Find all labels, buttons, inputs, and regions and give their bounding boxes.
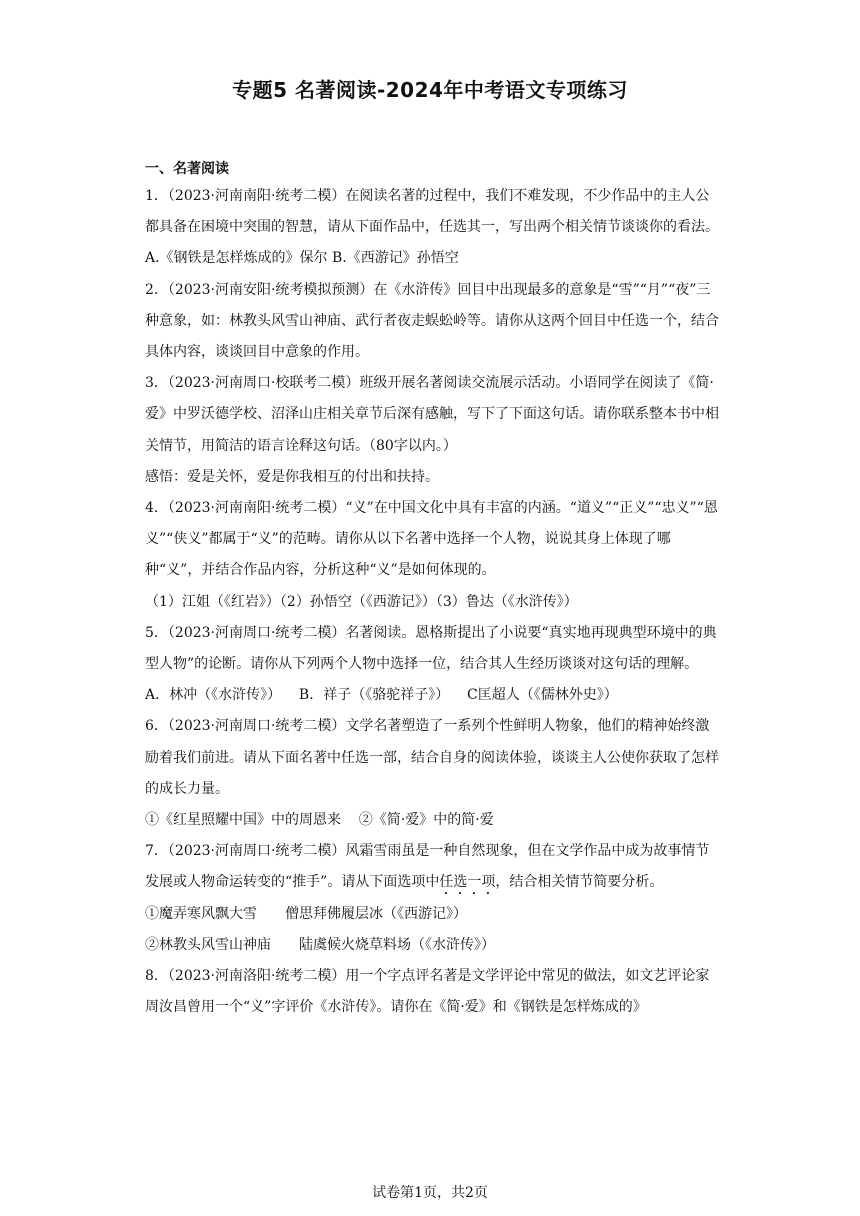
question-prompt: 感悟：爱是关怀，爱是你我相互的付出和扶持。 — [145, 468, 439, 485]
question-stem — [145, 836, 720, 898]
q7-stem-emphasis: 任选一项 — [439, 874, 496, 891]
page-footer: 试卷第1页，共2页 — [372, 1185, 488, 1201]
question-stem: 4．（2023·河南南阳·统考二模）“义”在中国文化中具有丰富的内涵。“道义”“正义”“忠义”“恩义”“侠义”都属于“义”的范畴。请你从以下名著中选择一个人物，说说其身上体现了哪种“义”，并结合作品内容，分析这种“义”是如何体现的。 — [145, 500, 718, 579]
question-stem: 3．（2023·河南周口·校联考二模）班级开展名著阅读交流展示活动。小语同学在阅读了《简·爱》中罗沃德学校、沼泽山庄相关章节后深有感触，写下了下面这句话。请你联系整本书中相关情节，用简洁的语言诠释这句话。（80字以内。） — [145, 375, 719, 454]
question-stem: 5．（2023·河南周口·统考二模）名著阅读。恩格斯提出了小说要“真实地再现典型环境中的典型人物”的论断。请你从下列两个人物中选择一位，结合其人生经历谈谈对这句话的理解。 — [145, 624, 717, 673]
page-title: 专题5 名著阅读-2024年中考语文专项练习 — [232, 78, 628, 102]
question-stem: 2．（2023·河南安阳·统考模拟预测）在《水浒传》回目中出现最多的意象是“雪”“月”“夜”三种意象，如：林教头风雪山神庙、武行者夜走蜈蚣岭等。请你从这两个回目中任选一个，结合具体内容，谈谈回目中意象的作用。 — [145, 281, 719, 361]
question-option — [145, 930, 720, 961]
q7-stem-before: 7．（2023·河南周口·统考二模）风霜雪雨虽是一种自然现象，但在文学作品中成为故事情节发展或人物命运转变的“推手”。请从下面选项中 — [145, 843, 710, 891]
question-option: （1）江姐（《红岩》）（2）孙悟空（《西游记》）（3）鲁达（《水浒传》） — [145, 593, 578, 610]
q7-option2-a: ②林教头风雪山神庙 — [145, 936, 271, 953]
question-option — [145, 899, 720, 930]
section-heading: 一、名著阅读 — [145, 161, 229, 177]
q7-option2-b: 陆虞候火烧草料场（《水浒传》） — [299, 936, 495, 953]
question-list — [145, 181, 720, 1023]
q7-option1-a: ①魔弄寒风飘大雪 — [145, 905, 257, 922]
question-option: ①《红星照耀中国》中的周恩来 ②《简·爱》中的简·爱 — [145, 812, 494, 829]
q7-stem-after: ，结合相关情节简要分析。 — [495, 874, 664, 891]
question-stem: 1．（2023·河南南阳·统考二模）在阅读名著的过程中，我们不难发现，不少作品中的主人公都具备在困境中突围的智慧，请从下面作品中，任选其一，写出两个相关情节谈谈你的看法。 — [145, 188, 719, 236]
question-option: A．林冲（《水浒传》） B．祥子（《骆驼祥子》） C匡超人（《儒林外史》） — [145, 687, 618, 704]
question-option: A.《钢铁是怎样炼成的》保尔 B.《西游记》孙悟空 — [145, 250, 459, 267]
question-stem: 6．（2023·河南周口·统考二模）文学名著塑造了一系列个性鲜明人物象，他们的精神始终激励着我们前进。请从下面名著中任选一部，结合自身的阅读体验，谈谈主人公使你获取了怎样的成长力量。 — [145, 718, 719, 797]
q7-option1-b: 僧思拜佛履层冰（《西游记》） — [285, 905, 467, 922]
question-stem: 8．（2023·河南洛阳·统考二模）用一个字点评名著是文学评论中常见的做法，如文艺评论家周汝昌曾用一个“义”字评价《水浒传》。请你在《简·爱》和《钢铁是怎样炼成的》 — [145, 968, 710, 1016]
